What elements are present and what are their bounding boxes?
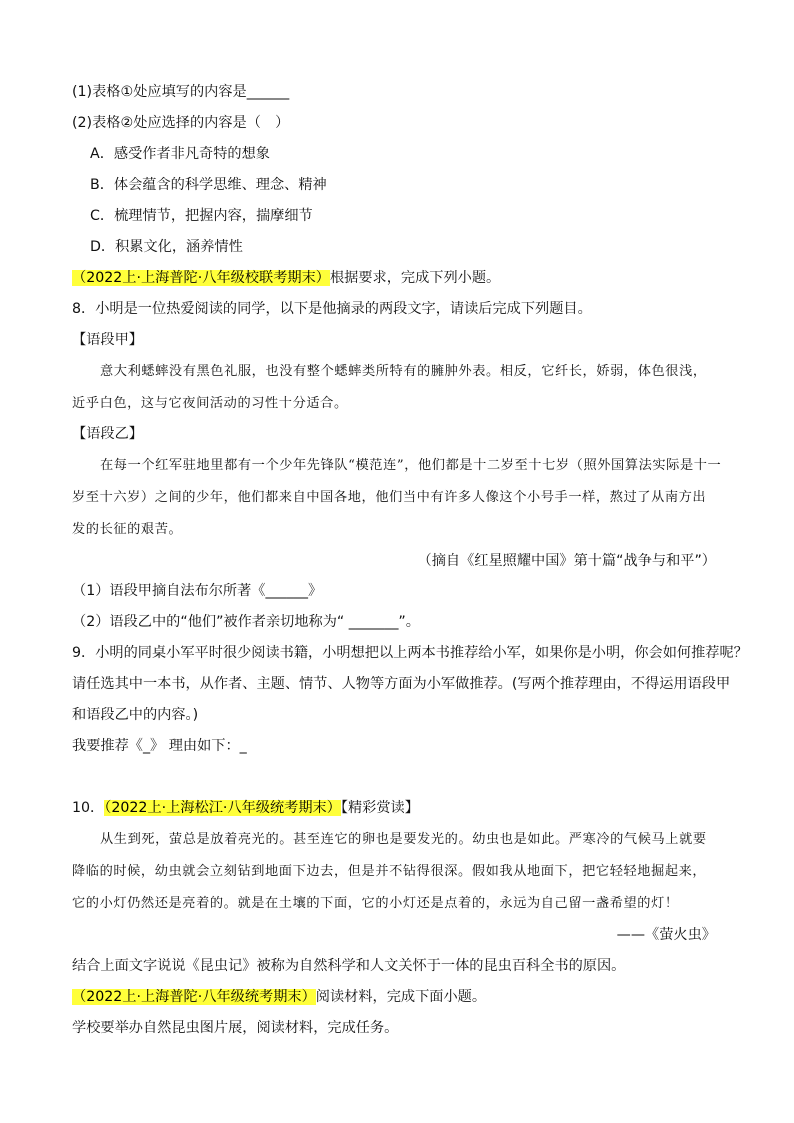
question-10-header [72, 798, 419, 818]
question-8-1: （1）语段甲摘自法布尔所著《______》 [72, 583, 323, 599]
option-d: D．积累文化，涵养情性 [90, 239, 243, 255]
passage-yi-source: （摘自《红星照耀中国》第十篇“战争与和平”） [417, 553, 716, 569]
passage-yi-line-1: 在每一个红军驻地里都有一个少年先锋队“模范连”，他们都是十二岁至十七岁（照外国算法实际是十一 [100, 458, 722, 473]
question-8: 8．小明是一位热爱阅读的同学，以下是他摘录的两段文字，请读后完成下列题目。 [72, 301, 592, 317]
question-8-2: （2）语段乙中的“他们”被作者亲切地称为“ _______”。 [72, 614, 420, 630]
option-b: B．体会蕴含的科学思维、理念、精神 [90, 177, 327, 193]
passage-jia-label: 【语段甲】 [72, 332, 143, 348]
question-10-number: 10． [72, 800, 105, 816]
option-a: A．感受作者非凡奇特的想象 [90, 146, 270, 162]
question-7-1: (1)表格①处应填写的内容是______ [72, 84, 290, 100]
question-9-answer: 我要推荐《_》 理由如下：_ [72, 738, 247, 754]
source-highlight-1: （2022上·上海普陀·八年级校联考期末） [72, 270, 330, 286]
question-9-line-1: 9．小明的同桌小军平时很少阅读书籍，小明想把以上两本书推荐给小军，如果你是小明，你会如何推荐呢？ [72, 645, 748, 661]
passage-firefly-line-1: 从生到死，萤总是放着亮光的。甚至连它的卵也是要发光的。幼虫也是如此。严寒冷的气候马上就要 [100, 832, 707, 847]
source-highlight-3: （2022上·上海普陀·八年级统考期末） [72, 989, 316, 1005]
question-9-line-2: 请任选其中一本书，从作者、主题、情节、人物等方面为小军做推荐。(写两个推荐理由，不得运用语段甲 [72, 676, 731, 692]
passage-yi-label: 【语段乙】 [72, 426, 143, 442]
source-line-3 [72, 987, 486, 1007]
question-10-title: 【精彩赏读】 [340, 800, 419, 816]
final-line: 学校要举办自然昆虫图片展，阅读材料，完成任务。 [72, 1020, 399, 1036]
question-9-line-3: 和语段乙中的内容。) [72, 707, 199, 723]
passage-firefly-line-2: 降临的时候，幼虫就会立刻钻到地面下边去，但是并不钻得很深。假如我从地面下，把它轻轻地掘起来， [72, 864, 707, 879]
passage-firefly-source: ——《萤火虫》 [616, 927, 716, 943]
option-c: C．梳理情节，把握内容，揣摩细节 [90, 208, 313, 224]
question-10-prompt: 结合上面文字说说《昆虫记》被称为自然科学和人文关怀于一体的昆虫百科全书的原因。 [72, 958, 626, 974]
passage-jia-line-2: 近乎白色，这与它夜间活动的习性十分适合。 [72, 396, 348, 411]
source-tail-3: 阅读材料，完成下面小题。 [315, 989, 487, 1005]
source-highlight-2: （2022上·上海松江·八年级统考期末） [104, 800, 341, 816]
source-line-1 [72, 268, 500, 288]
passage-firefly-line-3: 它的小灯仍然还是亮着的。就是在土壤的下面，它的小灯还是点着的，永远为自己留一盏希望的灯！ [72, 896, 679, 911]
source-tail-1: 根据要求，完成下列小题。 [329, 270, 501, 286]
question-7-2: (2)表格②处应选择的内容是（ ） [72, 115, 290, 131]
passage-yi-line-2: 岁至十六岁）之间的少年，他们都来自中国各地，他们当中有许多人像这个小号手一样，熬过了从南方出 [72, 490, 707, 505]
passage-yi-line-3: 发的长征的艰苦。 [72, 522, 183, 537]
passage-jia-line-1: 意大利蟋蟀没有黑色礼服，也没有整个蟋蟀类所特有的臃肿外表。相反，它纤长，娇弱，体色很浅， [100, 364, 707, 379]
